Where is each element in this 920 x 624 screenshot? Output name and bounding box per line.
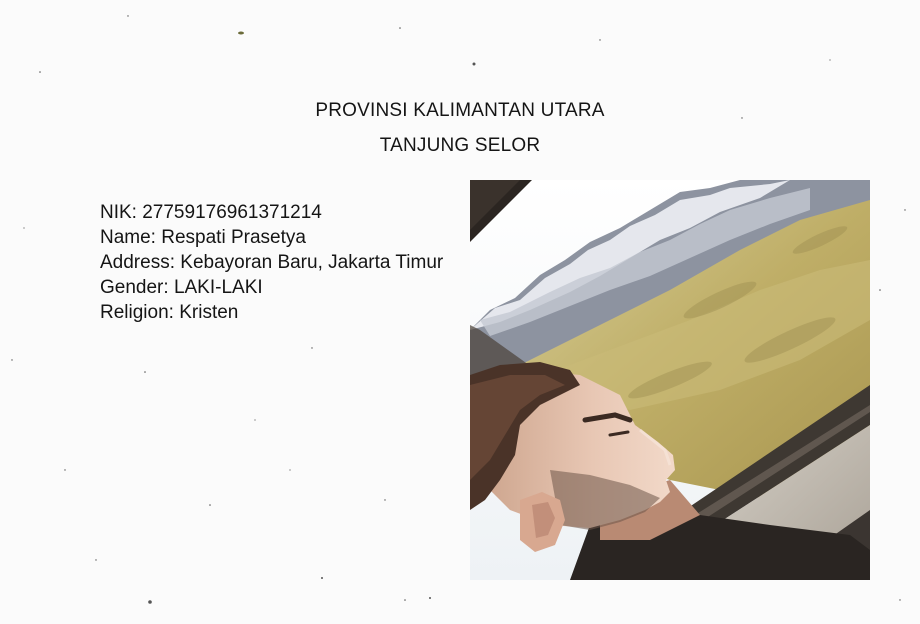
nik-value: 27759176961371214 [142, 202, 322, 223]
name-label: Name: [100, 227, 156, 248]
id-photo [470, 180, 870, 580]
religion-label: Religion: [100, 302, 174, 323]
name-value: Respati Prasetya [161, 227, 306, 248]
address-value: Kebayoran Baru, Jakarta Timur [180, 252, 444, 273]
name-row [100, 225, 443, 250]
province-title: PROVINSI KALIMANTAN UTARA [315, 100, 605, 121]
religion-value: Kristen [179, 302, 239, 323]
gender-label: Gender: [100, 277, 169, 298]
nik-row [100, 200, 443, 225]
religion-row [100, 300, 443, 325]
gender-value: LAKI-LAKI [173, 277, 263, 298]
gender-row [100, 275, 443, 300]
address-row [100, 250, 443, 275]
portrait-illustration [470, 180, 870, 580]
city-title: TANJUNG SELOR [379, 135, 541, 156]
identity-details [100, 200, 443, 325]
address-label: Address: [100, 252, 175, 273]
nik-label: NIK: [100, 202, 137, 223]
